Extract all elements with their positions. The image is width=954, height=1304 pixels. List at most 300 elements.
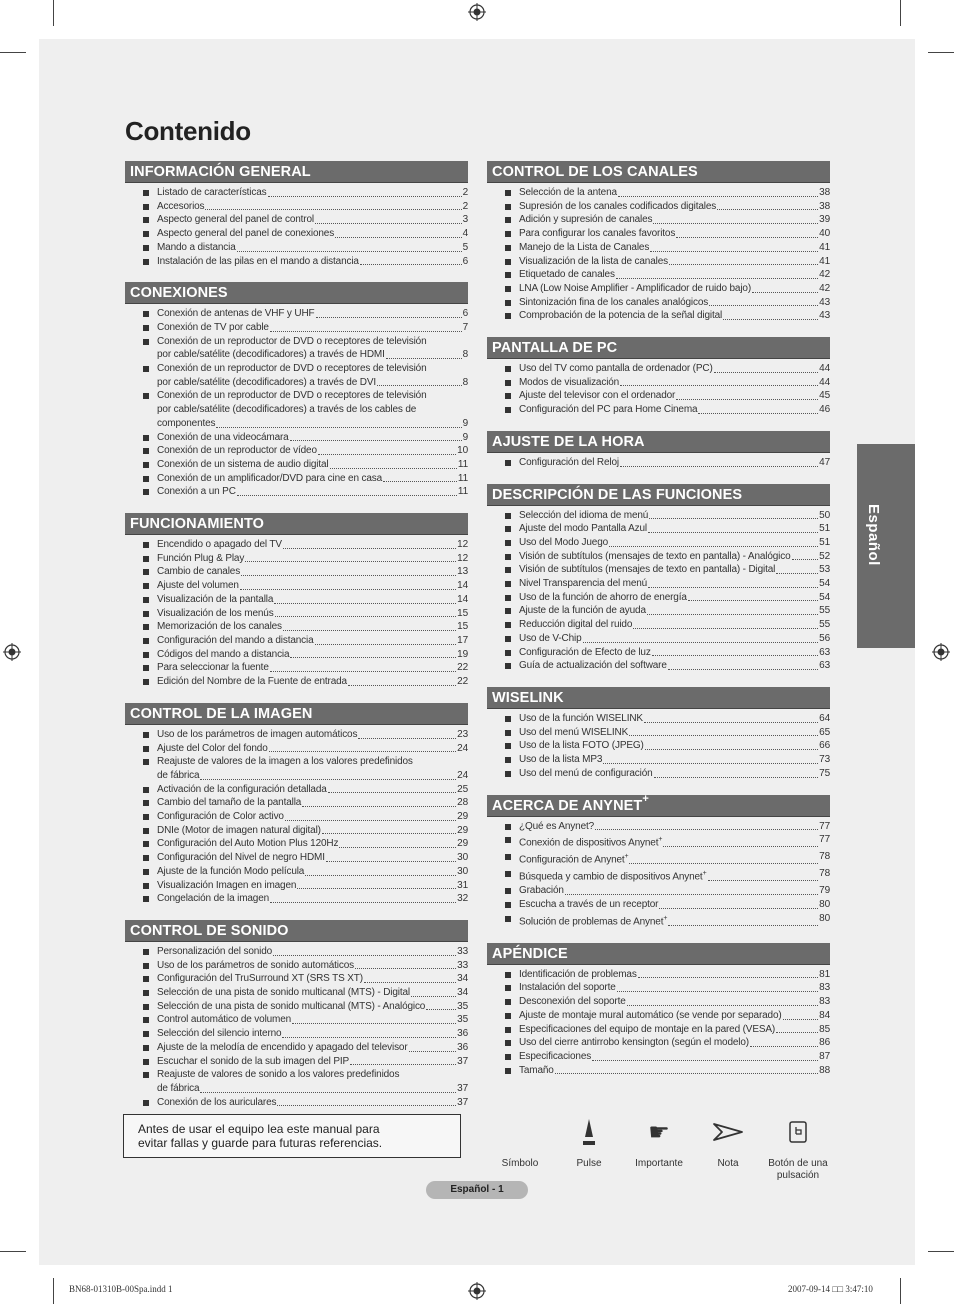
toc-entry[interactable] xyxy=(487,282,830,296)
toc-entry-line xyxy=(519,912,830,929)
toc-entry[interactable] xyxy=(487,898,830,912)
toc-entry-line xyxy=(157,851,468,865)
dot-leader xyxy=(350,1055,456,1066)
crop-mark xyxy=(900,1278,901,1304)
dot-leader xyxy=(592,1050,818,1061)
toc-entry-superscript: + xyxy=(658,836,663,844)
toc-page-number: 24 xyxy=(457,742,468,754)
toc-page-number: 42 xyxy=(819,269,830,281)
toc-page-number: 14 xyxy=(457,593,468,605)
toc-entry[interactable] xyxy=(487,833,830,850)
toc-entry-text xyxy=(157,538,282,552)
toc-page-number: 28 xyxy=(457,797,468,809)
toc-entry[interactable] xyxy=(487,456,830,470)
toc-entry-text xyxy=(519,1023,775,1037)
toc-page-number: 23 xyxy=(457,728,468,740)
toc-entry-line xyxy=(519,550,830,564)
toc-entry-label: Cambio del tamaño de la pantalla xyxy=(157,797,302,809)
section-heading xyxy=(125,703,468,725)
toc-entry-text xyxy=(157,742,268,756)
toc-entry[interactable] xyxy=(487,767,830,781)
toc-entry-line xyxy=(157,742,468,756)
toc-entry-label: Conexión de dispositivos Anynet xyxy=(519,837,659,849)
toc-entry-line xyxy=(157,879,468,893)
toc-page-number: 17 xyxy=(457,634,468,646)
toc-entry[interactable] xyxy=(125,879,468,893)
toc-entry[interactable] xyxy=(487,981,830,995)
toc-entry-text xyxy=(157,403,416,417)
dot-leader xyxy=(617,981,819,992)
toc-entry-line xyxy=(519,268,830,282)
toc-entry[interactable] xyxy=(125,458,468,472)
toc-section xyxy=(487,161,830,323)
toc-entry-text xyxy=(157,307,315,321)
toc-entry-line xyxy=(519,509,830,523)
toc-page-number: 37 xyxy=(457,1096,468,1108)
toc-entry-line xyxy=(519,618,830,632)
toc-page-number: 65 xyxy=(819,726,830,738)
toc-entry-label: Ajuste del volumen xyxy=(157,580,239,592)
toc-entry[interactable] xyxy=(487,241,830,255)
toc-page-number: 41 xyxy=(819,255,830,267)
toc-page-number: 12 xyxy=(457,552,468,564)
dot-leader xyxy=(649,509,818,520)
toc-entry[interactable] xyxy=(125,796,468,810)
toc-page-number: 79 xyxy=(819,885,830,897)
dot-leader xyxy=(618,186,818,197)
toc-entry-line xyxy=(519,995,830,1009)
toc-entry[interactable] xyxy=(125,255,468,269)
toc-entry-text xyxy=(157,255,359,269)
toc-entry-text xyxy=(157,648,289,662)
toc-entry-line xyxy=(519,186,830,200)
toc-entry-line xyxy=(519,577,830,591)
dot-leader xyxy=(714,362,819,373)
toc-entry-line xyxy=(157,620,468,634)
toc-entry[interactable] xyxy=(487,362,830,376)
toc-entry[interactable] xyxy=(487,376,830,390)
toc-entry-list xyxy=(487,186,830,323)
toc-entry-label: Identificación de problemas xyxy=(519,968,637,980)
toc-entry-line xyxy=(519,309,830,323)
pointing-hand-icon: ☛ xyxy=(648,1118,670,1146)
toc-entry[interactable] xyxy=(125,552,468,566)
toc-entry[interactable] xyxy=(487,309,830,323)
toc-entry-text xyxy=(519,509,648,523)
toc-entry[interactable] xyxy=(487,659,830,673)
toc-entry[interactable] xyxy=(487,1050,830,1064)
toc-entry-label: Conexión de un reproductor de DVD o receptores de televisión xyxy=(157,390,427,402)
toc-entry-line xyxy=(157,200,468,214)
toc-entry[interactable] xyxy=(487,213,830,227)
toc-entry[interactable] xyxy=(125,1000,468,1014)
toc-entry[interactable] xyxy=(125,431,468,445)
toc-page-number: 43 xyxy=(819,310,830,322)
toc-entry[interactable] xyxy=(125,1013,468,1027)
toc-entry-line xyxy=(519,296,830,310)
toc-entry[interactable] xyxy=(125,986,468,1000)
toc-entry[interactable] xyxy=(125,1027,468,1041)
dot-leader xyxy=(609,536,818,547)
dot-leader xyxy=(360,255,462,266)
dot-leader xyxy=(302,796,456,807)
dot-leader xyxy=(200,1082,456,1093)
toc-entry-line xyxy=(157,444,468,458)
toc-entry[interactable] xyxy=(487,739,830,753)
toc-entry-line xyxy=(519,968,830,982)
toc-page-number: 9 xyxy=(462,431,468,443)
toc-entry[interactable] xyxy=(125,579,468,593)
toc-entry[interactable] xyxy=(125,742,468,756)
toc-entry[interactable] xyxy=(125,959,468,973)
toc-entry-label: Uso del menú de configuración xyxy=(519,767,653,779)
toc-entry-line xyxy=(519,255,830,269)
toc-entry[interactable] xyxy=(487,753,830,767)
toc-page-number: 34 xyxy=(457,987,468,999)
toc-page-number: 83 xyxy=(819,996,830,1008)
dot-leader xyxy=(653,213,818,224)
toc-entry[interactable] xyxy=(125,648,468,662)
toc-entry-line xyxy=(157,1000,468,1014)
dot-leader xyxy=(676,389,818,400)
section-title: PANTALLA DE PC xyxy=(492,340,618,357)
toc-entry-label: Sintonización fina de los canales analógicos xyxy=(519,296,709,308)
toc-page-number: 33 xyxy=(457,945,468,957)
legend-label: Importante xyxy=(635,1158,683,1169)
toc-entry[interactable] xyxy=(487,820,830,834)
dot-leader xyxy=(644,712,818,723)
toc-page-number: 87 xyxy=(819,1050,830,1062)
toc-page-number: 8 xyxy=(462,349,468,361)
toc-entry[interactable] xyxy=(487,1023,830,1037)
toc-entry-text xyxy=(519,550,791,564)
dot-leader xyxy=(273,945,456,956)
toc-page-number: 35 xyxy=(457,1000,468,1012)
toc-entry[interactable] xyxy=(487,912,830,929)
toc-entry-text xyxy=(519,213,652,227)
toc-entry[interactable] xyxy=(487,712,830,726)
toc-entry-text xyxy=(157,1082,199,1096)
toc-entry-text xyxy=(157,634,314,648)
toc-page-number: 36 xyxy=(457,1028,468,1040)
dot-leader xyxy=(783,1009,819,1020)
toc-entry[interactable] xyxy=(125,728,468,742)
dot-leader xyxy=(241,565,456,576)
toc-entry-line xyxy=(157,1082,468,1096)
toc-entry[interactable] xyxy=(125,851,468,865)
section-heading xyxy=(125,282,468,304)
toc-entry-text xyxy=(157,565,240,579)
toc-entry-label: Edición del Nombre de la Fuente de entrada xyxy=(157,676,347,688)
toc-entry[interactable] xyxy=(487,577,830,591)
toc-page-number: 35 xyxy=(457,1014,468,1026)
toc-entry-line xyxy=(519,403,830,417)
toc-entry[interactable] xyxy=(487,995,830,1009)
toc-entry[interactable] xyxy=(487,522,830,536)
toc-entry[interactable] xyxy=(125,200,468,214)
toc-entry-line xyxy=(157,728,468,742)
dot-leader xyxy=(709,296,818,307)
toc-entry[interactable] xyxy=(125,945,468,959)
toc-entry[interactable] xyxy=(125,472,468,486)
dot-leader xyxy=(268,186,462,197)
footer-timestamp: 2007-09-14 □□ 3:47:10 xyxy=(788,1284,873,1294)
toc-entry-label: Conexión de un amplificador/DVD para cine en casa xyxy=(157,472,383,484)
toc-entry[interactable] xyxy=(125,607,468,621)
dot-leader xyxy=(688,591,818,602)
dot-leader xyxy=(620,456,818,467)
toc-page-number: 29 xyxy=(457,824,468,836)
toc-entry[interactable] xyxy=(487,296,830,310)
toc-entry-list xyxy=(487,968,830,1078)
footer-file-name: BN68-01310B-00Spa.indd 1 xyxy=(69,1284,173,1294)
toc-entry-label: por cable/satélite (decodificadores) a través de DVI xyxy=(157,376,376,388)
toc-page-number: 52 xyxy=(819,550,830,562)
toc-entry[interactable] xyxy=(487,200,830,214)
toc-entry-text xyxy=(519,981,616,995)
toc-page-number: 55 xyxy=(819,619,830,631)
toc-entry-line xyxy=(157,607,468,621)
toc-entry[interactable] xyxy=(125,634,468,648)
toc-entry-text xyxy=(157,1027,281,1041)
dot-leader xyxy=(616,268,818,279)
toc-entry-text xyxy=(519,884,564,898)
section-title: CONTROL DE SONIDO xyxy=(130,922,289,939)
toc-entry-text xyxy=(157,972,363,986)
toc-entry[interactable] xyxy=(125,485,468,499)
toc-entry[interactable] xyxy=(487,536,830,550)
dot-leader xyxy=(285,810,456,821)
toc-entry-line xyxy=(519,712,830,726)
toc-entry-label: Reducción digital del ruido xyxy=(519,619,633,631)
toc-entry[interactable] xyxy=(125,321,468,335)
toc-entry-line xyxy=(519,753,830,767)
toc-entry[interactable] xyxy=(125,307,468,321)
toc-entry-line xyxy=(157,986,468,1000)
toc-entry-label: Configuración de Efecto de luz xyxy=(519,646,651,658)
toc-entry-line xyxy=(157,959,468,973)
dot-leader xyxy=(663,833,818,847)
toc-entry[interactable] xyxy=(487,403,830,417)
toc-entry[interactable] xyxy=(125,1096,468,1110)
toc-entry-label: Instalación del soporte xyxy=(519,982,616,994)
dot-leader xyxy=(595,820,818,831)
toc-entry[interactable] xyxy=(125,565,468,579)
toc-entry[interactable] xyxy=(125,661,468,675)
toc-entry[interactable] xyxy=(125,1055,468,1069)
toc-entry-label: Ajuste de la función Modo película xyxy=(157,865,305,877)
toc-entry[interactable] xyxy=(125,186,468,200)
dot-leader xyxy=(305,865,456,876)
toc-entry-text xyxy=(519,255,668,269)
toc-entry-label: LNA (Low Noise Amplifier - Amplificador de ruido bajo) xyxy=(519,282,752,294)
dot-leader xyxy=(274,593,456,604)
toc-entry-line xyxy=(519,1050,830,1064)
toc-page-number: 51 xyxy=(819,536,830,548)
toc-page-number: 5 xyxy=(462,241,468,253)
dot-leader xyxy=(668,659,818,670)
toc-entry[interactable] xyxy=(487,867,830,884)
toc-entry-text xyxy=(519,712,643,726)
toc-entry[interactable] xyxy=(487,618,830,632)
toc-page-number: 8 xyxy=(462,376,468,388)
toc-page-number: 9 xyxy=(462,417,468,429)
toc-entry[interactable] xyxy=(125,241,468,255)
dot-leader xyxy=(411,986,456,997)
toc-entry-line xyxy=(157,186,468,200)
toc-entry[interactable] xyxy=(487,563,830,577)
dot-leader xyxy=(792,550,819,561)
toc-entry-line xyxy=(519,389,830,403)
toc-entry[interactable] xyxy=(125,213,468,227)
toc-entry[interactable] xyxy=(125,824,468,838)
toc-entry[interactable] xyxy=(125,1068,468,1095)
toc-entry-label: Configuración del Auto Motion Plus 120Hz xyxy=(157,838,339,850)
toc-entry[interactable] xyxy=(487,509,830,523)
toc-entry[interactable] xyxy=(487,186,830,200)
toc-entry-line xyxy=(519,833,830,850)
toc-column-right xyxy=(487,161,830,1091)
toc-entry-text xyxy=(519,646,651,660)
dot-leader xyxy=(237,485,457,496)
toc-entry[interactable] xyxy=(125,444,468,458)
toc-page-number: 46 xyxy=(819,404,830,416)
toc-entry-text xyxy=(157,837,338,851)
dot-leader xyxy=(708,867,819,881)
toc-entry[interactable] xyxy=(125,620,468,634)
toc-entry[interactable] xyxy=(487,255,830,269)
toc-entry[interactable] xyxy=(487,726,830,740)
dot-leader xyxy=(205,200,461,211)
toc-entry-line xyxy=(157,335,468,349)
notice-line: Antes de usar el equipo lea este manual para xyxy=(138,1122,380,1136)
toc-entry-text xyxy=(157,945,272,959)
language-tab-label: Español xyxy=(865,504,882,566)
toc-entry[interactable] xyxy=(125,810,468,824)
toc-entry[interactable] xyxy=(487,646,830,660)
toc-entry-line xyxy=(519,456,830,470)
section-title: AJUSTE DE LA HORA xyxy=(492,433,645,450)
toc-entry-line xyxy=(519,726,830,740)
toc-entry[interactable] xyxy=(125,972,468,986)
toc-entry[interactable] xyxy=(125,227,468,241)
toc-entry-text xyxy=(157,376,376,390)
toc-entry-label: Control automático de volumen xyxy=(157,1014,292,1026)
toc-entry[interactable] xyxy=(487,1036,830,1050)
toc-entry[interactable] xyxy=(125,892,468,906)
dot-leader xyxy=(322,824,456,835)
toc-entry-label: Supresión de los canales codificados digitales xyxy=(519,200,717,212)
toc-page-number: 6 xyxy=(462,308,468,320)
toc-entry-label: Visión de subtítulos (mensajes de texto en pantalla) - Digital xyxy=(519,564,776,576)
toc-entry-superscript: + xyxy=(702,870,707,878)
toc-entry[interactable] xyxy=(487,1009,830,1023)
toc-entry[interactable] xyxy=(125,865,468,879)
toc-entry[interactable] xyxy=(125,538,468,552)
toc-entry[interactable] xyxy=(487,227,830,241)
toc-page-number: 30 xyxy=(457,865,468,877)
dot-leader xyxy=(426,1000,456,1011)
toc-entry-text xyxy=(157,186,267,200)
toc-entry-line xyxy=(519,850,830,867)
toc-entry-label: de fábrica xyxy=(157,769,200,781)
toc-entry-text xyxy=(157,472,382,486)
toc-entry[interactable] xyxy=(487,850,830,867)
toc-entry-text xyxy=(519,403,697,417)
section-title: WISELINK xyxy=(492,689,564,706)
dot-leader xyxy=(297,879,456,890)
section-heading xyxy=(487,484,830,506)
toc-entry-text xyxy=(157,552,244,566)
toc-entry-superscript: + xyxy=(624,853,629,861)
section-title: CONTROL DE LOS CANALES xyxy=(492,164,698,180)
toc-entry-label: Configuración del Reloj xyxy=(519,456,619,468)
dot-leader xyxy=(283,620,456,631)
toc-entry[interactable] xyxy=(125,593,468,607)
toc-entry-text xyxy=(157,335,427,349)
toc-entry[interactable] xyxy=(125,335,468,362)
toc-entry-text xyxy=(519,1050,591,1064)
toc-entry-line xyxy=(519,563,830,577)
toc-entry[interactable] xyxy=(125,362,468,389)
toc-page-number: 10 xyxy=(457,445,468,457)
toc-entry[interactable] xyxy=(487,268,830,282)
dot-leader xyxy=(776,563,818,574)
toc-page-number: 7 xyxy=(462,321,468,333)
toc-entry[interactable] xyxy=(487,884,830,898)
toc-entry-line xyxy=(519,213,830,227)
section-heading xyxy=(487,943,830,965)
toc-entry-text xyxy=(519,767,653,781)
toc-section xyxy=(125,703,468,906)
toc-entry-label: Grabación xyxy=(519,885,564,897)
toc-entry-label: Ajuste del Color del fondo xyxy=(157,742,268,754)
section-heading xyxy=(487,687,830,709)
toc-entry[interactable] xyxy=(125,755,468,782)
section-title: DESCRIPCIÓN DE LAS FUNCIONES xyxy=(492,486,743,503)
toc-entry[interactable] xyxy=(125,675,468,689)
toc-entry-text xyxy=(519,1036,749,1050)
toc-entry[interactable] xyxy=(487,968,830,982)
toc-entry[interactable] xyxy=(487,632,830,646)
toc-section xyxy=(487,687,830,781)
toc-page-number: 44 xyxy=(819,363,830,375)
toc-entry[interactable] xyxy=(487,1064,830,1078)
toc-page-number: 12 xyxy=(457,539,468,551)
toc-entry-text xyxy=(519,739,644,753)
toc-entry[interactable] xyxy=(487,550,830,564)
dot-leader xyxy=(383,472,457,483)
toc-entry-label: Para configurar los canales favoritos xyxy=(519,228,676,240)
toc-entry[interactable] xyxy=(125,389,468,430)
toc-entry-text xyxy=(519,1064,554,1078)
toc-entry[interactable] xyxy=(487,591,830,605)
toc-entry[interactable] xyxy=(487,389,830,403)
toc-entry[interactable] xyxy=(125,783,468,797)
toc-entry-line xyxy=(519,604,830,618)
toc-entry[interactable] xyxy=(125,837,468,851)
toc-entry-text xyxy=(157,851,325,865)
toc-entry-label: Conexión de TV por cable xyxy=(157,321,269,333)
toc-entry[interactable] xyxy=(125,1041,468,1055)
toc-entry-label: Adición y supresión de canales xyxy=(519,214,653,226)
toc-entry-text xyxy=(519,282,751,296)
toc-entry-label: Listado de características xyxy=(157,187,267,198)
toc-page-number: 2 xyxy=(462,187,468,198)
toc-entry[interactable] xyxy=(487,604,830,618)
dot-leader xyxy=(386,348,462,359)
toc-entry-text xyxy=(157,769,199,783)
